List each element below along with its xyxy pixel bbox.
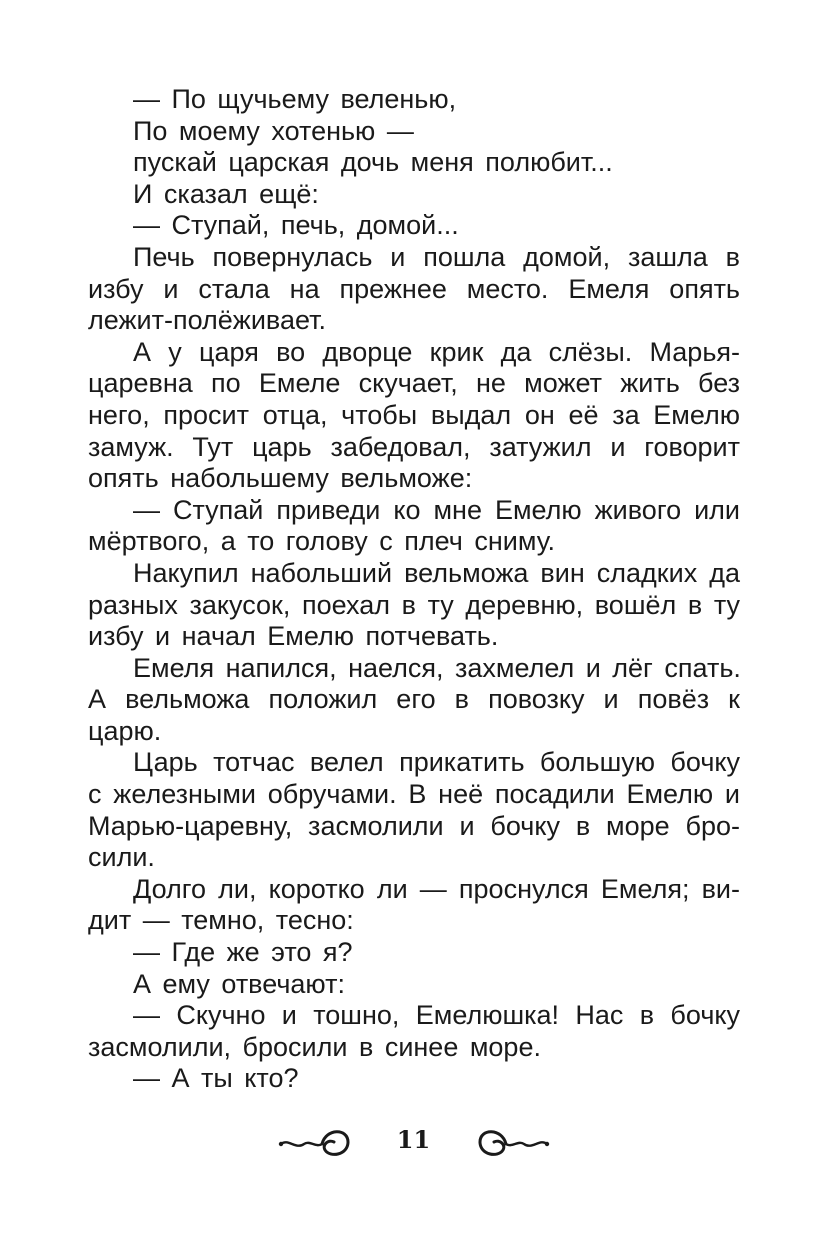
text-line: него, просит отца, чтобы выдал он её за Емелю [88,399,740,430]
text-line: избу и начал Емелю потчевать. [88,621,499,652]
text-line: Емеля напился, наелся, захмелел и лёг спать. [133,652,741,683]
text-line: И сказал ещё: [133,178,319,209]
text-line: Печь повернулась и пошла домой, зашла в [133,241,740,272]
text-line: опять набольшему вельможе: [88,463,473,494]
text-line: — Где же это я? [133,937,353,968]
text-line: сили. [88,842,155,873]
page-number: 11 [396,1125,431,1154]
text-line: царю. [88,715,162,746]
swirl-ornament-right-icon [478,1122,550,1160]
text-line: — По щучьему веленью, [133,84,457,114]
text-line: засмолили, бросили в синее море. [88,1031,541,1062]
text-line: А ему отвечают: [133,968,345,999]
text-line: пускай царская дочь меня полюбит... [133,147,613,178]
text-line: с железными обручами. В неё посадили Емелю и [88,779,740,810]
text-line: разных закусок, поехал в ту деревню, вошёл в ту [88,589,740,620]
page-body [88,84,740,1095]
text-line: лежит-полёживает. [88,305,326,336]
text-line: царевна по Емеле скучает, не может жить без [88,368,740,399]
text-line: А у царя во дворце крик да слёзы. Марья- [133,336,740,367]
text-line: Марью-царевну, засмолили и бочку в море бро- [88,810,740,841]
text-line: замуж. Тут царь забедовал, затужил и говорит [88,431,740,462]
text-line: Накупил набольший вельможа вин сладких да [133,557,740,588]
text-line: дит — темно, тесно: [88,905,354,936]
text-line: избу и стала на прежнее место. Емеля опять [88,273,740,304]
text-line: По моему хотенью — [133,115,414,146]
text-line: А вельможа положил его в повозку и повёз к [88,684,740,715]
text-line: — Скучно и тошно, Емелюшка! Нас в бочку [133,1000,740,1031]
text-line: — Ступай, печь, домой... [133,210,459,241]
text-line: мёртвого, а то голову с плеч сниму. [88,526,556,557]
text-line: Долго ли, коротко ли — проснулся Емеля; ви- [133,873,740,904]
page-footer [0,1118,827,1166]
text-line: — Ступай приведи ко мне Емелю живого или [133,494,740,525]
text-line: Царь тотчас велел прикатить большую бочку [133,747,740,778]
text-line: — А ты кто? [133,1063,299,1094]
